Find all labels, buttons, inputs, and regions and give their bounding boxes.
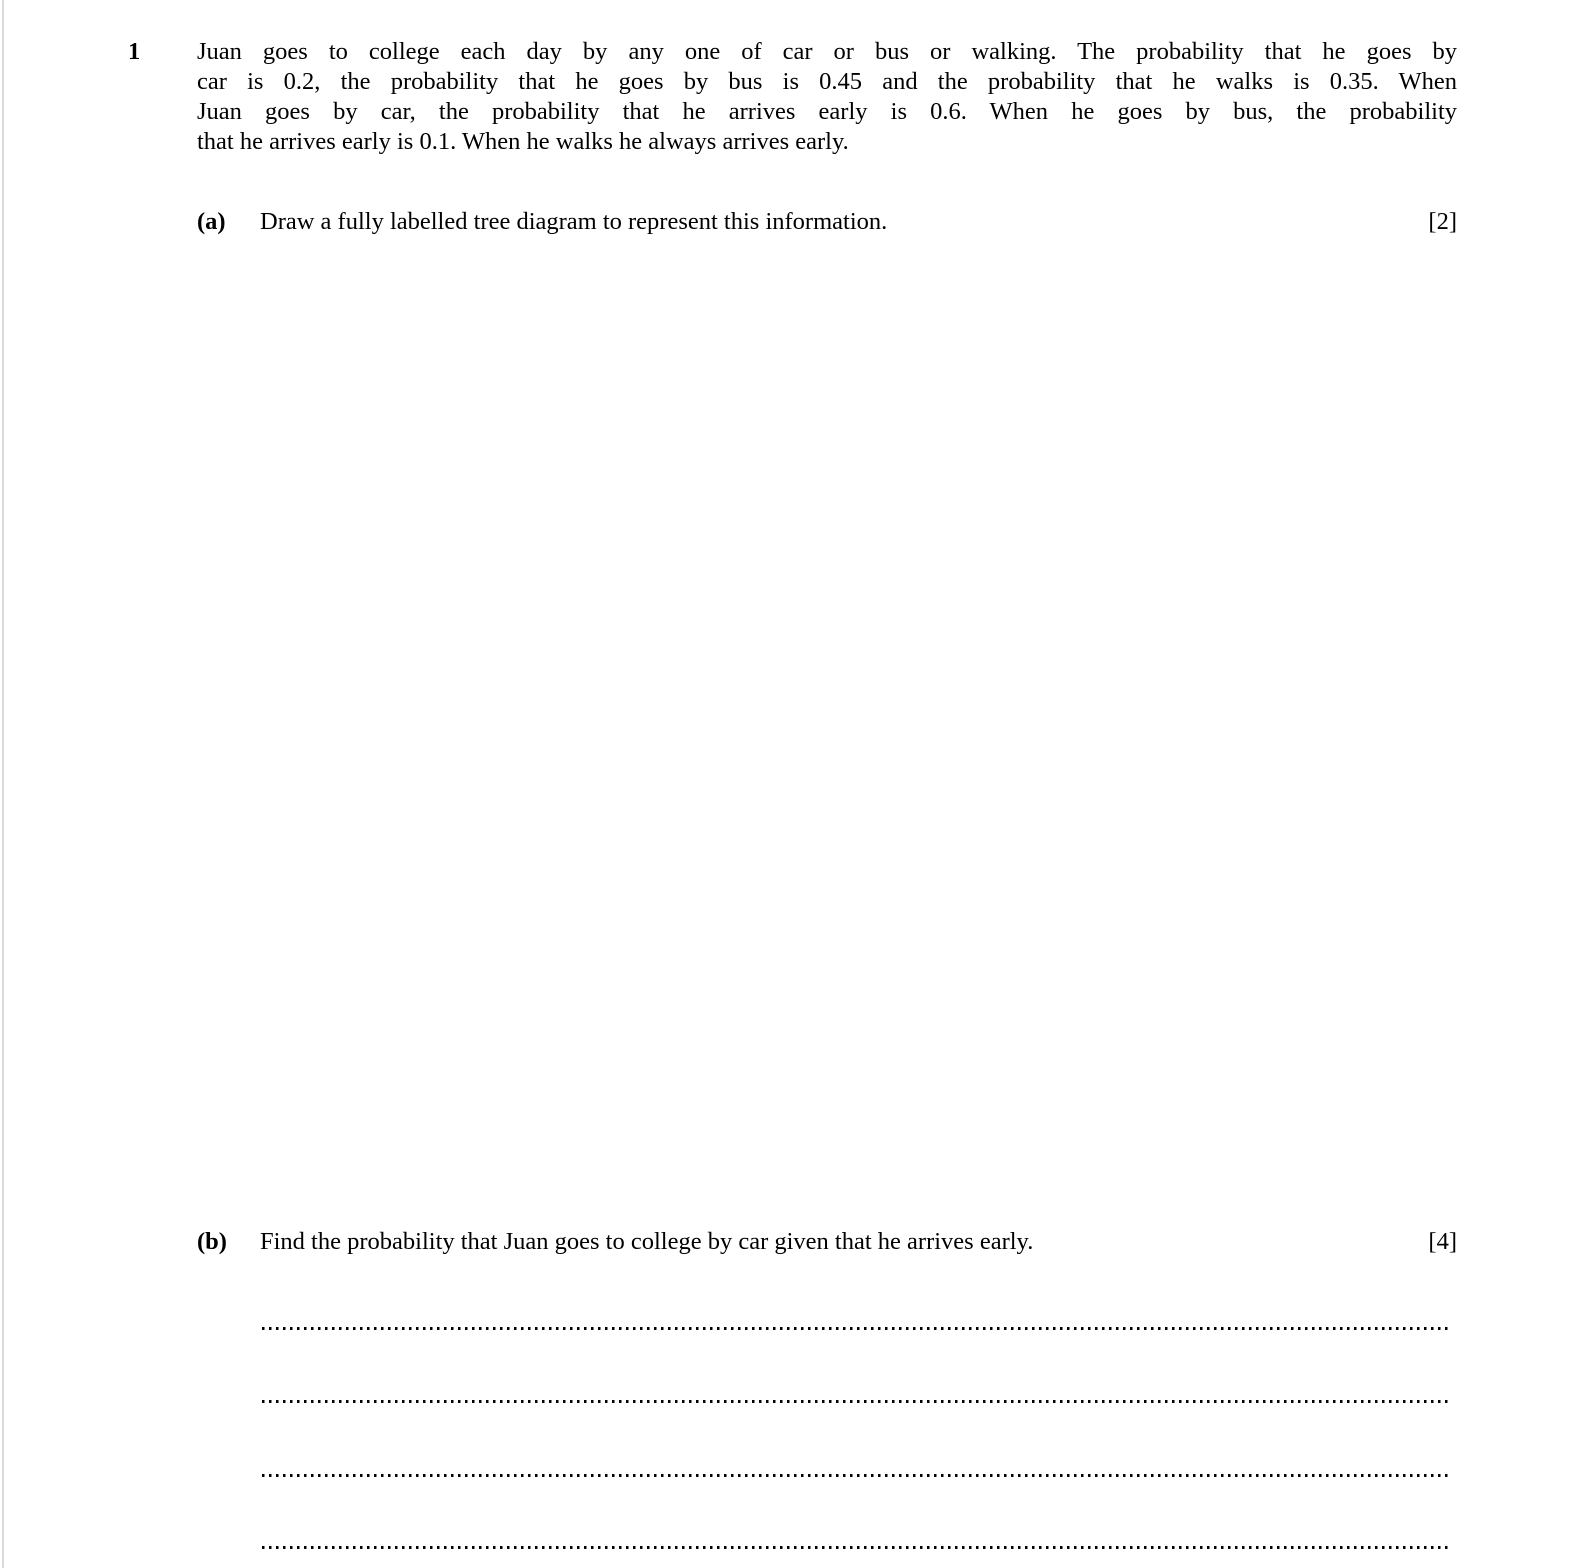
question-number: 1	[128, 38, 141, 65]
answer-line	[262, 1400, 1452, 1403]
part-b-label: (b)	[197, 1228, 227, 1255]
part-b-text: Find the probability that Juan goes to college by car given that he arrives early.	[260, 1228, 1034, 1255]
part-a-marks: [2]	[1428, 208, 1457, 235]
question-intro-paragraph	[197, 37, 1457, 157]
question-part-a	[197, 207, 1457, 237]
page-edge-line	[2, 0, 4, 1568]
intro-line: car is 0.2, the probability that he goes by bus is 0.45 and the probability that he walks is 0.35. When	[197, 68, 1457, 95]
part-b-marks: [4]	[1428, 1228, 1457, 1255]
part-a-text: Draw a fully labelled tree diagram to represent this information.	[260, 208, 888, 235]
answer-line	[262, 1474, 1452, 1477]
intro-line: Juan goes to college each day by any one of car or bus or walking. The probability that he goes by	[197, 38, 1457, 65]
intro-line: Juan goes by car, the probability that he arrives early is 0.6. When he goes by bus, the probability	[197, 98, 1457, 125]
intro-line: that he arrives early is 0.1. When he walks he always arrives early.	[197, 128, 849, 155]
answer-line	[262, 1327, 1452, 1330]
part-a-label: (a)	[197, 208, 226, 235]
answer-line	[262, 1546, 1452, 1549]
question-part-b	[197, 1227, 1457, 1257]
tree-diagram-workspace	[197, 265, 1457, 1195]
